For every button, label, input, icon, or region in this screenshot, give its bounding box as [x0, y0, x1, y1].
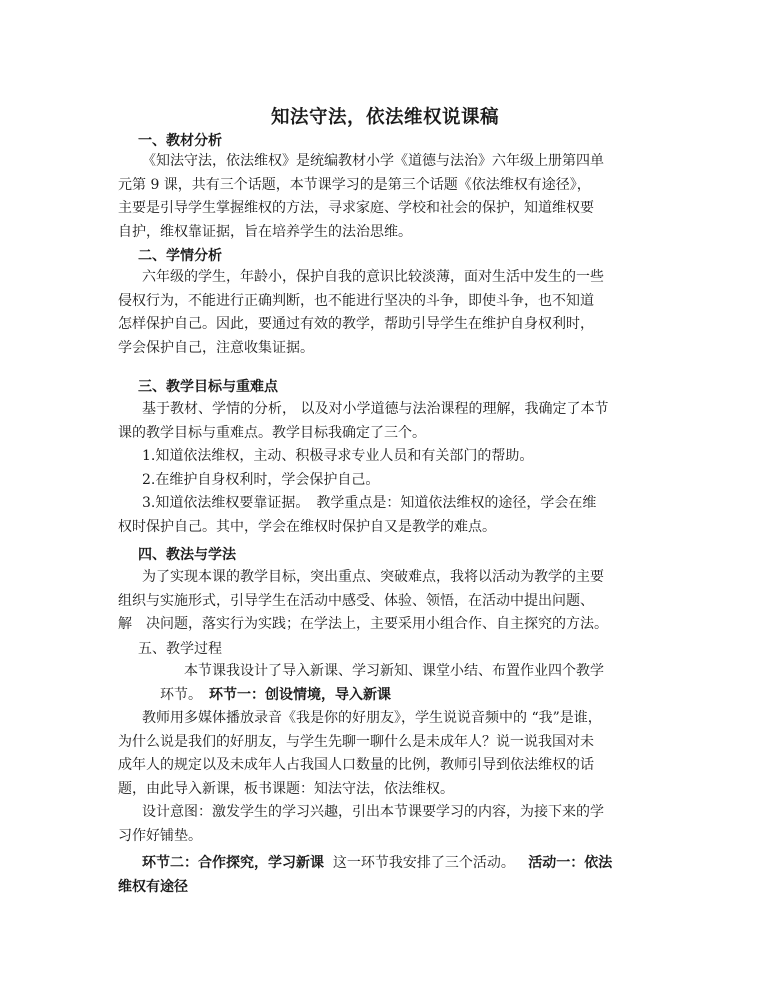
- step-one-heading: 环节一：创设情境，导入新课: [209, 686, 391, 703]
- text-line: 权时保护自己。其中，学会在维权时保护自又是教学的难点。: [118, 518, 496, 535]
- text-line: 课的教学目标与重难点。教学目标我确定了三个。: [118, 424, 426, 441]
- paragraph-objectives: [118, 398, 658, 539]
- text-line: 六年级的学生，年龄小，保护自我的意识比较淡薄，面对生活中发生的一些: [142, 269, 604, 285]
- text-line: 解 决问题，落实行为实践；在学法上，主要采用小组合作、自主探究的方法。: [118, 616, 608, 632]
- step-two-heading: 环节二：合作探究，学习新课: [142, 855, 324, 871]
- objective-item-3: 3.知道依法维权要靠证据。 教学重点是：知道依法维权的途径，学会在维: [142, 495, 597, 511]
- objective-item-2: 2.在维护自身权利时，学会保护自己。: [142, 471, 380, 488]
- text-line: 学会保护自己，注意收集证据。: [118, 339, 314, 356]
- activity-one-heading-cont: 维权有途径: [118, 878, 188, 895]
- text-segment: 环节。: [160, 686, 195, 703]
- text-line: 为什么说是我们的好朋友，与学生先聊一聊什么是未成年人？说一说我国对未: [118, 733, 594, 750]
- text-line: 怎样保护自己。因此，要通过有效的教学，帮助引导学生在维护自身权利时，: [118, 316, 594, 332]
- text-line: 侵权行为，不能进行正确判断，也不能进行坚决的斗争，即使斗争，也不知道: [118, 292, 594, 309]
- document-title: 知法守法，依法维权说课稿: [270, 107, 499, 128]
- heading-methods: 四、教法与学法: [138, 547, 236, 563]
- text-line: 为了实现本课的教学目标，突出重点、突破难点，我将以活动为教学的主要: [142, 569, 604, 585]
- text-line: [118, 852, 658, 876]
- text-segment: 这一环节我安排了三个活动。: [332, 855, 515, 871]
- text-line: 题，由此导入新课，板书课题：知法守法，依法维权。: [118, 780, 454, 797]
- paragraph-textbook-analysis: [118, 150, 658, 244]
- text-line: 组织与实施形式，引导学生在活动中感受、体验、领悟，在活动中提出问题、: [118, 592, 594, 609]
- heading-process: 五、教学过程: [138, 641, 222, 657]
- text-line: 习作好铺垫。: [118, 827, 202, 844]
- text-line: 自护，维权靠证据，旨在培养学生的法治思维。: [118, 223, 412, 240]
- paragraph-methods: [118, 566, 658, 637]
- text-line: 本节课我设计了导入新课、学习新知、课堂小结、布置作业四个教学: [184, 663, 604, 679]
- text-line: 主要是引导学生掌握维权的方法，寻求家庭、学校和社会的保护，知道维权要: [118, 200, 594, 216]
- text-line: 成年人的规定以及未成年人占我国人口数量的比例，教师引导到依法维权的话: [118, 757, 594, 773]
- activity-one-heading: 活动一：依法: [528, 855, 613, 871]
- objective-item-1: 1.知道依法维权，主动、积极寻求专业人员和有关部门的帮助。: [142, 448, 534, 464]
- heading-student-analysis: 二、学情分析: [138, 248, 222, 264]
- design-intent-line: 设计意图：激发学生的学习兴趣，引出本节课要学习的内容，为接下来的学: [142, 804, 604, 820]
- text-line: 《知法守法，依法维权》是统编教材小学《道德与法治》六年级上册第四单: [142, 153, 604, 169]
- text-line: 教师用多媒体播放录音《我是你的好朋友》，学生说说音频中的 “我”是谁，: [142, 710, 602, 726]
- paragraph-student-analysis: [118, 266, 658, 360]
- text-line: 元第 9 课，共有三个话题，本节课学习的是第三个话题《依法维权有途径》，: [118, 176, 591, 193]
- heading-textbook-analysis: 一、教材分析: [138, 133, 222, 149]
- heading-objectives: 三、教学目标与重难点: [138, 379, 278, 395]
- text-line: 基于教材、学情的分析， 以及对小学道德与法治课程的理解，我确定了本节: [142, 401, 609, 417]
- text-line: [118, 684, 658, 708]
- paragraph-process: [118, 660, 658, 899]
